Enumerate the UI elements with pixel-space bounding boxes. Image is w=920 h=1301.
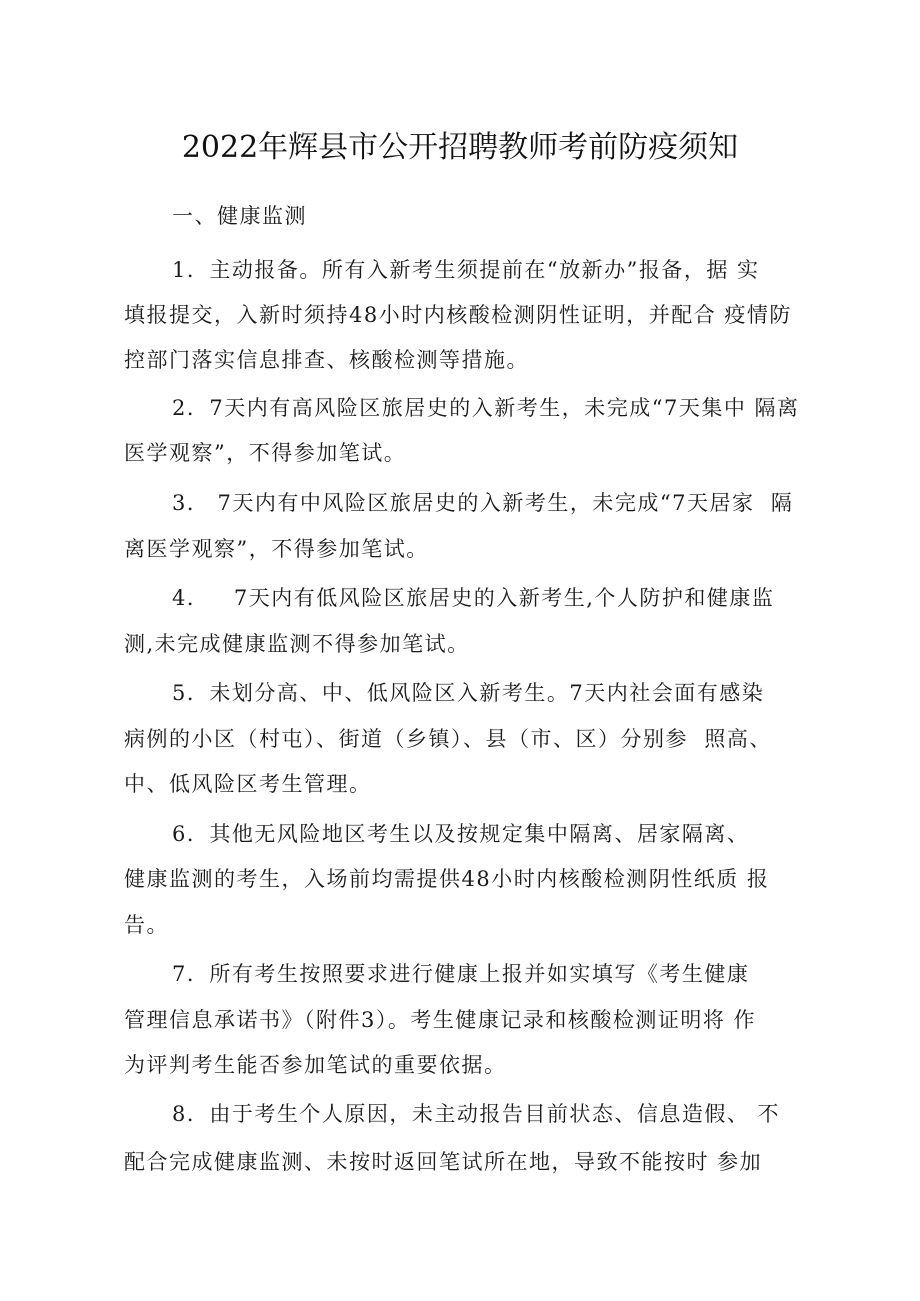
section-heading: 一、健康监测 [172,204,307,228]
paragraph-5-line-2: 病例的小区（村屯）、街道（乡镇）、县（市、区）分别参 照高、 [124,727,772,751]
paragraph-1-line-1: 1．主动报备。所有入新考生须提前在“放新办”报备，据 实 [172,258,760,282]
paragraph-4-line-2: 测,未完成健康监测不得参加笔试。 [124,632,470,656]
paragraph-2-line-1: 2．7天内有高风险区旅居史的入新考生，未完成“7天集中 隔离 [172,396,800,420]
paragraph-7-line-2: 管理信息承诺书》（附件3）。考生健康记录和核酸检测证明将 作 [124,1008,757,1032]
paragraph-5-line-1: 5．未划分高、中、低风险区入新考生。7天内社会面有感染 [172,681,765,705]
document-title: 2022年辉县市公开招聘教师考前防疫须知 [181,130,739,165]
paragraph-5-line-3: 中、低风险区考生管理。 [124,772,372,796]
paragraph-1-line-2: 填报提交，入新时须持48小时内核酸检测阴性证明，并配合 疫情防 [124,303,792,327]
paragraph-8-line-2: 配合完成健康监测、未按时返回笔试所在地，导致不能按时 参加 [124,1150,763,1174]
paragraph-1-line-3: 控部门落实信息排查、核酸检测等措施。 [124,348,529,372]
paragraph-7-line-3: 为评判考生能否参加笔试的重要依据。 [124,1053,507,1077]
paragraph-2-line-2: 医学观察”，不得参加笔试。 [124,441,407,465]
paragraph-3-line-1: 3． 7天内有中风险区旅居史的入新考生，未完成“7天居家 隔 [172,491,794,515]
paragraph-8-line-1: 8．由于考生个人原因，未主动报告目前状态、信息造假、 不 [172,1102,781,1126]
paragraph-7-line-1: 7．所有考生按照要求进行健康上报并如实填写《考生健康 [172,962,750,986]
paragraph-6-line-3: 告。 [124,913,169,937]
paragraph-4-line-1: 4． 7天内有低风险区旅居史的入新考生,个人防护和健康监 [172,586,775,610]
paragraph-6-line-2: 健康监测的考生，入场前均需提供48小时内核酸检测阴性纸质 报 [124,867,770,891]
paragraph-3-line-2: 离医学观察”，不得参加笔试。 [124,537,429,561]
paragraph-6-line-1: 6．其他无风险地区考生以及按规定集中隔离、居家隔离、 [172,822,750,846]
